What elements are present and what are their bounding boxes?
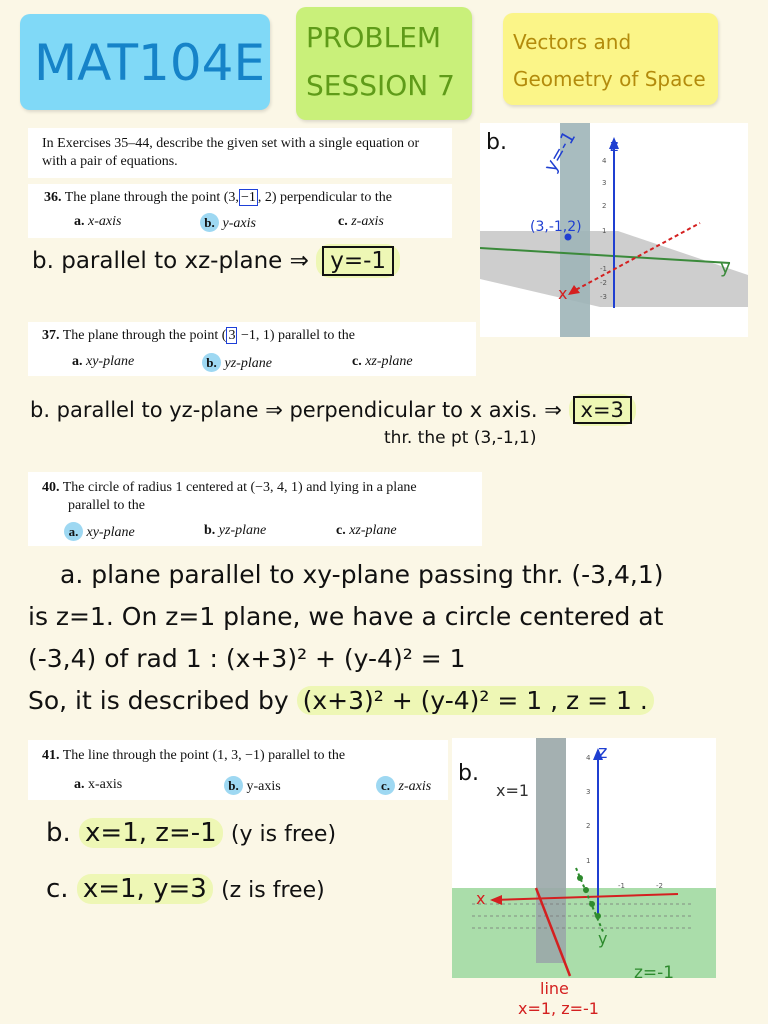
graph2-part-label: b.	[458, 761, 479, 786]
graph2-axis-y-label: y	[598, 929, 608, 948]
graph1	[480, 123, 748, 337]
ex40-answer-highlight: (x+3)² + (y-4)² = 1 , z = 1 .	[297, 686, 654, 715]
ex37-number: 37.	[42, 328, 60, 343]
graph2-axis-x-label: x	[476, 889, 486, 908]
svg-text:4: 4	[602, 157, 607, 165]
ex36-option-a: a. x-axis	[74, 214, 122, 229]
ex41-option-b: b. y-axis	[224, 776, 281, 795]
ex37-answer-text: b. parallel to yz-plane ⇒ perpendicular to x axis. ⇒	[30, 398, 562, 422]
ex41-option-c: c. z-axis	[376, 776, 431, 795]
svg-text:-2: -2	[656, 882, 663, 890]
ex40-answer-final-text: So, it is described by	[28, 686, 289, 715]
ex41-clip	[28, 740, 448, 800]
ex36-option-b: b. y-axis	[200, 213, 256, 232]
ex40-number: 40.	[42, 480, 60, 495]
svg-text:2: 2	[602, 202, 607, 210]
ex37-text-b: −1, 1) parallel to the	[240, 328, 355, 343]
svg-text:4: 4	[586, 754, 591, 762]
ex36-text-a: The plane through the point (3,	[64, 190, 239, 205]
svg-text:1: 1	[586, 857, 591, 865]
course-sticky	[20, 14, 270, 110]
topic-line1: Vectors and	[513, 30, 632, 54]
ex41-number: 41.	[42, 748, 60, 763]
ex36-option-c: c. z-axis	[338, 214, 384, 229]
session-line1: PROBLEM	[306, 21, 442, 54]
ex36-answer-text: b. parallel to xz-plane ⇒	[32, 248, 309, 274]
ex40-option-a: a. xy-plane	[64, 522, 135, 541]
graph1-part-label: b.	[486, 130, 507, 155]
ex41-question: 41. The line through the point (1, 3, −1) parallel to the	[42, 748, 346, 763]
graph2-axis-z-label: z	[598, 742, 608, 763]
graph2-floor-plane	[452, 888, 716, 978]
ex36-answer	[32, 248, 400, 274]
ex37-text-a: The plane through the point	[62, 328, 219, 343]
graph2-floor-label: z=-1	[634, 963, 675, 983]
graph2	[452, 738, 716, 1020]
ex40-option-b: b. yz-plane	[204, 523, 267, 538]
intro-clip	[28, 128, 452, 178]
graph1-point-label: (3,-1,2)	[530, 219, 582, 235]
ex36-option-b-marker: b.	[200, 213, 219, 232]
ex37-answer-box: x=3	[573, 396, 632, 424]
topic-line2: Geometry of Space	[513, 67, 706, 91]
graph2-plane-label: x=1	[496, 781, 530, 800]
ex40-option-c: c. xz-plane	[336, 523, 397, 538]
ex36-answer-box: y=-1	[322, 246, 394, 276]
ex41-answer-b	[46, 818, 336, 848]
ex40-answer-line3: (-3,4) of rad 1 : (x+3)² + (y-4)² = 1	[28, 644, 466, 673]
session-sticky	[296, 7, 472, 120]
ex41-answer-b-note: (y is free)	[230, 822, 337, 847]
ex36-boxed-value: −1	[240, 190, 256, 205]
ex36-clip	[28, 184, 452, 238]
ex41-answer-c-label: c.	[46, 874, 69, 904]
svg-text:-1: -1	[618, 882, 625, 890]
svg-text:-1: -1	[600, 265, 607, 273]
ex41-option-b-marker: b.	[224, 776, 243, 795]
ex37-answer-line2: thr. the pt (3,-1,1)	[384, 428, 537, 448]
course-title: MAT104E	[34, 34, 266, 92]
ex37-question	[42, 328, 355, 344]
graph1-axis-y-label: y	[720, 257, 731, 278]
ex37-clip	[28, 322, 476, 376]
ex41-answer-b-highlight: x=1, z=-1	[79, 818, 223, 848]
svg-text:3: 3	[602, 179, 607, 187]
svg-text:1: 1	[602, 227, 607, 235]
svg-text:-2: -2	[600, 279, 607, 287]
ex40-question-line1: 40. The circle of radius 1 centered at (−3, 4, 1) and lying in a plane	[42, 480, 417, 495]
svg-text:2: 2	[586, 822, 591, 830]
intro-line1: In Exercises 35–44, describe the given set with a single equation or	[42, 136, 420, 151]
ex41-answer-c-highlight: x=1, y=3	[77, 874, 213, 904]
session-line2: SESSION 7	[306, 69, 455, 102]
graph2-line-label-2: x=1, z=-1	[518, 999, 599, 1018]
intro-line2: with a pair of equations.	[42, 154, 178, 169]
graph2-line-label-1: line	[540, 979, 569, 998]
ex36-answer-highlight	[316, 244, 400, 278]
ex36-question	[44, 190, 392, 206]
ex37-option-c: c. xz-plane	[352, 354, 413, 369]
ex40-clip	[28, 472, 482, 546]
ex37-option-b: b. yz-plane	[202, 353, 272, 372]
ex37-boxed-value: 3	[228, 328, 236, 343]
graph1-axis-x-label: x	[558, 284, 568, 303]
ex41-option-c-marker: c.	[376, 776, 395, 795]
ex40-answer-line4	[28, 686, 654, 715]
ex36-number: 36.	[44, 190, 62, 205]
ex37-option-a: a. xy-plane	[72, 354, 135, 369]
ex37-option-b-marker: b.	[202, 353, 221, 372]
ex37-paren: (	[221, 328, 227, 343]
graph1-plane-label: y=-1	[540, 127, 581, 176]
ex40-answer-line1: a. plane parallel to xy-plane passing thr. (-3,4,1)	[60, 560, 664, 589]
ex40-option-a-marker: a.	[64, 522, 83, 541]
graph1-axis-z-label: z	[610, 136, 619, 155]
ex41-option-a: a. x-axis	[74, 777, 123, 792]
ex37-answer-highlight	[569, 394, 636, 426]
ex41-answer-c	[46, 874, 325, 904]
ex41-answer-c-note: (z is free)	[221, 878, 325, 903]
svg-text:3: 3	[586, 788, 591, 796]
ex40-question-line2: parallel to the	[68, 498, 145, 513]
ex36-text-b: , 2) perpendicular to the	[257, 190, 392, 205]
svg-text:-3: -3	[600, 293, 607, 301]
ex41-answer-b-label: b.	[46, 818, 71, 848]
topic-sticky	[503, 13, 718, 105]
ex40-answer-line2: is z=1. On z=1 plane, we have a circle centered at	[28, 602, 664, 631]
ex37-answer	[30, 398, 636, 422]
